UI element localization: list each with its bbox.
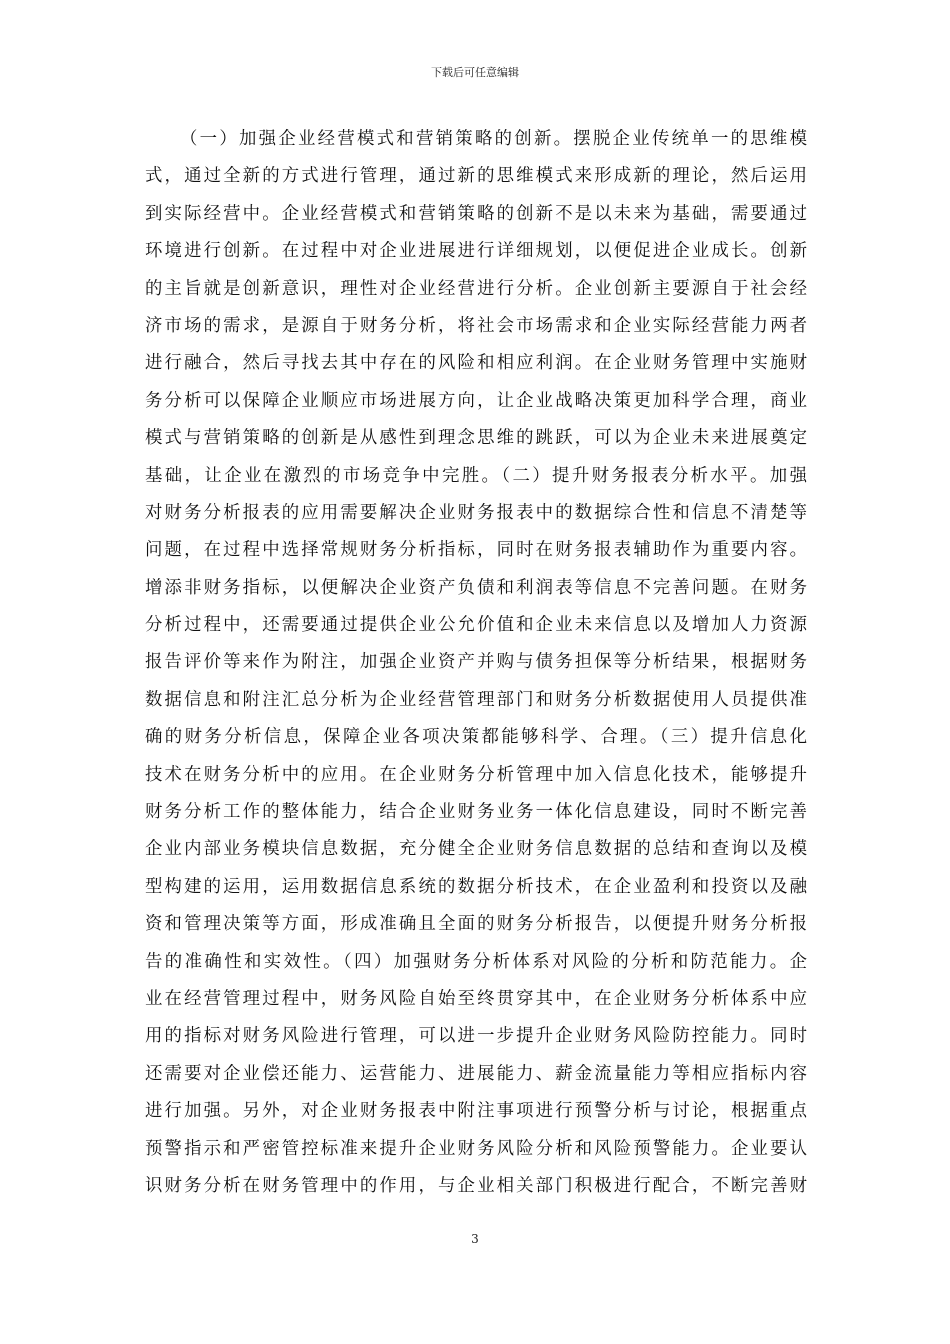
text-line: 报告评价等来作为附注，加强企业资产并购与债务担保等分析结果，根据财务: [145, 652, 807, 673]
text-line: （一）加强企业经营模式和营销策略的创新。摆脱企业传统单一的思维模: [180, 129, 807, 149]
text-line: 数据信息和附注汇总分析为企业经营管理部门和财务分析数据使用人员提供准: [145, 689, 807, 710]
text-line: 的主旨就是创新意识，理性对企业经营进行分析。企业创新主要源自于社会经: [145, 278, 807, 299]
page-number: 3: [471, 1232, 479, 1246]
page-header: 下载后可任意编辑: [431, 66, 519, 79]
text-line: 基础，让企业在激烈的市场竞争中完胜。（二）提升财务报表分析水平。加强: [145, 465, 807, 486]
text-line: 问题，在过程中选择常规财务分析指标，同时在财务报表辅助作为重要内容。: [145, 540, 807, 561]
text-line: 预警指示和严密管控标准来提升企业财务风险分析和风险预警能力。企业要认: [145, 1138, 807, 1159]
text-line: 增添非财务指标，以便解决企业资产负债和利润表等信息不完善问题。在财务: [145, 577, 807, 598]
text-line: 式，通过全新的方式进行管理，通过新的思维模式来形成新的理论，然后运用: [145, 166, 807, 187]
body-text: [145, 121, 807, 1205]
text-line: 确的财务分析信息，保障企业各项决策都能够科学、合理。（三）提升信息化: [145, 727, 807, 748]
text-line: 务分析可以保障企业顺应市场进展方向，让企业战略决策更加科学合理，商业: [145, 390, 807, 411]
text-line: 对财务分析报表的应用需要解决企业财务报表中的数据综合性和信息不清楚等: [145, 502, 807, 523]
text-line: 还需要对企业偿还能力、运营能力、进展能力、薪金流量能力等相应指标内容: [145, 1063, 807, 1084]
text-line: 分析过程中，还需要通过提供企业公允价值和企业未来信息以及增加人力资源: [145, 615, 807, 636]
text-line: 告的准确性和实效性。（四）加强财务分析体系对风险的分析和防范能力。企: [145, 951, 807, 972]
text-line: 资和管理决策等方面，形成准确且全面的财务分析报告，以便提升财务分析报: [145, 914, 807, 935]
text-line: 环境进行创新。在过程中对企业进展进行详细规划，以便促进企业成长。创新: [145, 241, 807, 262]
text-line: 进行融合，然后寻找去其中存在的风险和相应利润。在企业财务管理中实施财: [145, 353, 807, 374]
text-line: 进行加强。另外，对企业财务报表中附注事项进行预警分析与讨论，根据重点: [145, 1101, 807, 1122]
text-line: 模式与营销策略的创新是从感性到理念思维的跳跃，可以为企业未来进展奠定: [145, 428, 807, 449]
text-line: 用的指标对财务风险进行管理，可以进一步提升企业财务风险防控能力。同时: [145, 1026, 807, 1047]
text-line: 业在经营管理过程中，财务风险自始至终贯穿其中，在企业财务分析体系中应: [145, 988, 807, 1009]
text-line: 济市场的需求，是源自于财务分析，将社会市场需求和企业实际经营能力两者: [145, 315, 807, 336]
text-line: 技术在财务分析中的应用。在企业财务分析管理中加入信息化技术，能够提升: [145, 764, 807, 785]
text-line: 识财务分析在财务管理中的作用，与企业相关部门积极进行配合，不断完善财: [145, 1175, 807, 1196]
text-line: 企业内部业务模块信息数据，充分健全企业财务信息数据的总结和查询以及模: [145, 839, 807, 860]
text-line: 型构建的运用，运用数据信息系统的数据分析技术，在企业盈利和投资以及融: [145, 876, 807, 897]
text-line: 财务分析工作的整体能力，结合企业财务业务一体化信息建设，同时不断完善: [145, 802, 807, 823]
text-line: 到实际经营中。企业经营模式和营销策略的创新不是以未来为基础，需要通过: [145, 203, 807, 224]
